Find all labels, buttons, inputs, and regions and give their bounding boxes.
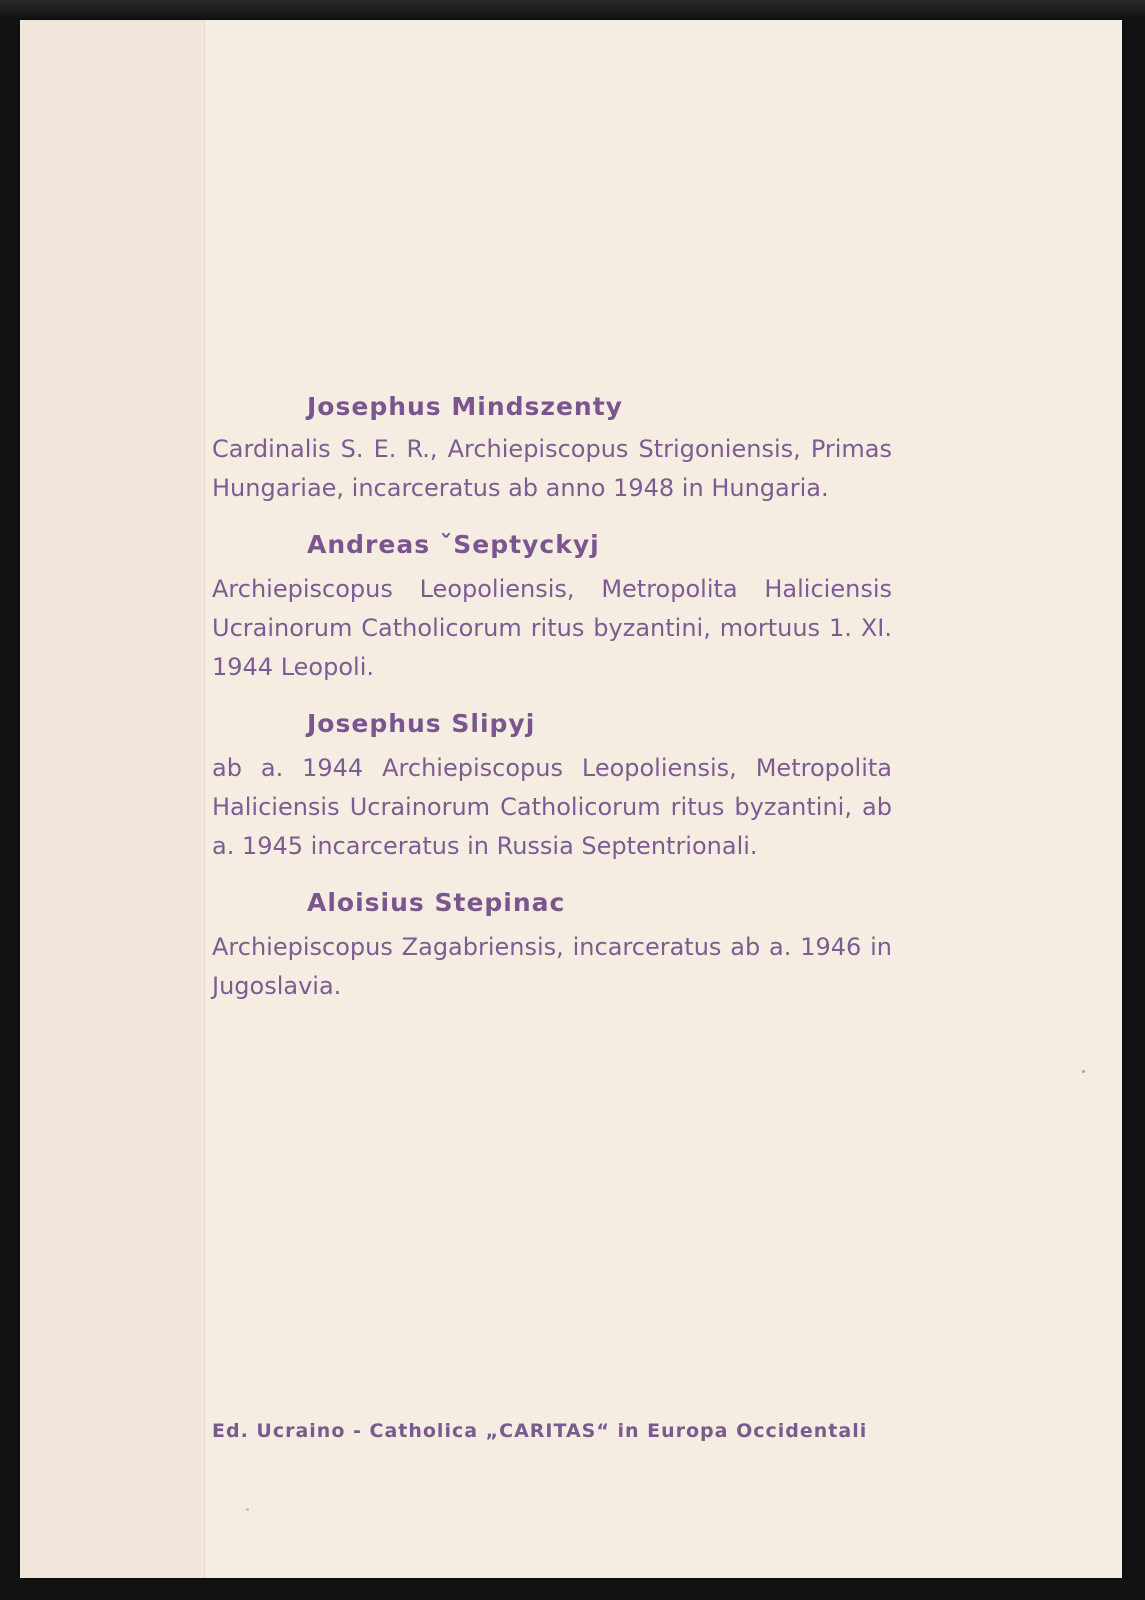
entry-name: Josephus Mindszenty — [307, 392, 623, 421]
scan-edge — [0, 0, 1145, 20]
entry-name: Josephus Slipyj — [307, 709, 536, 738]
entry — [212, 707, 892, 866]
entry — [212, 390, 892, 508]
entry — [212, 886, 892, 1006]
paper-speck — [1082, 1070, 1085, 1073]
card-fold-flap — [20, 20, 205, 1578]
entry-description: Archiepiscopus Leopoliensis, Metropolita Haliciensis Ucrainorum Catholicorum ritus byzantini, mortuus 1. XI. 1944 Leopoli. — [212, 575, 892, 681]
entry-description: Cardinalis S. E. R., Archiepiscopus Strigoniensis, Primas Hungariae, incarceratus ab anno 1948 in Hungaria. — [212, 435, 892, 502]
entry — [212, 528, 892, 687]
entries-list — [212, 390, 892, 1026]
publisher-footer: Ed. Ucraino - Catholica „CARITAS“ in Europa Occidentali — [212, 1420, 868, 1442]
entry-description: ab a. 1944 Archiepiscopus Leopoliensis, Metropolita Haliciensis Ucrainorum Catholicorum ritus byzantini, ab a. 1945 incarceratus in Russia Septentrionali. — [212, 754, 892, 860]
entry-name: Andreas ˇSeptyckyj — [307, 530, 600, 559]
paper-speck — [246, 1508, 249, 1511]
entry-description: Archiepiscopus Zagabriensis, incarceratus ab a. 1946 in Jugoslavia. — [212, 933, 892, 1000]
entry-name: Aloisius Stepinac — [307, 888, 566, 917]
